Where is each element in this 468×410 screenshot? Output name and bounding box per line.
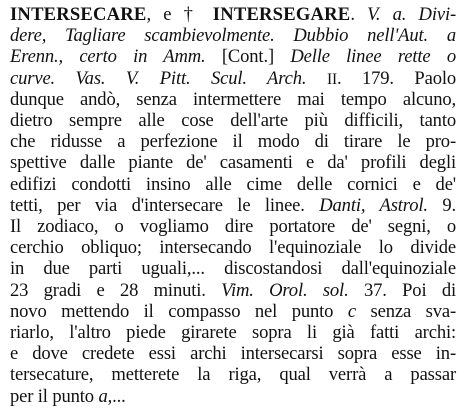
italic-text: Danti, Astrol. xyxy=(319,194,428,216)
text-line xyxy=(10,343,456,365)
text-line xyxy=(10,237,456,259)
text-line xyxy=(10,280,456,302)
text-segment: 9. xyxy=(427,194,456,216)
text-segment: in due parti uguali,... discostandosi dall'equinoziale xyxy=(10,258,456,280)
text-segment: ,... xyxy=(107,385,126,407)
italic-text: curve. Vas. V. Pitt. Scul. Arch. xyxy=(10,67,307,89)
text-line xyxy=(10,364,456,386)
text-segment: dunque andò, senza intermettere mai tempo alcuno, xyxy=(10,88,456,110)
text-segment: II xyxy=(326,70,337,88)
text-segment: . xyxy=(350,4,368,25)
text-segment: e dove credete essi archi intersecarsi sopra esse in- xyxy=(10,343,456,365)
text-segment: 37. Poi di xyxy=(348,279,456,301)
text-segment: [Cont.] xyxy=(205,46,291,68)
text-segment: edifizi condotti insino alle cime delle cornici e de' xyxy=(10,173,456,195)
text-line xyxy=(10,4,456,26)
text-line xyxy=(10,195,456,217)
text-line xyxy=(10,152,456,174)
text-segment: . 179. Paolo xyxy=(336,67,457,89)
text-line xyxy=(10,301,456,323)
text-line xyxy=(10,131,456,153)
text-line xyxy=(10,89,456,111)
italic-text: Vim. Orol. sol. xyxy=(221,279,349,301)
italic-text: dere, Tagliare scambievolmente. Dubbio nell'Aut. a xyxy=(10,25,456,47)
italic-text: c xyxy=(347,300,356,322)
headword: INTERSEGARE xyxy=(212,4,351,25)
text-line xyxy=(10,216,456,238)
text-line xyxy=(10,68,456,90)
text-segment: cerchio obliquo; intersecando l'equinoziale lo divide xyxy=(10,237,456,259)
text-segment: spettive dalle piante de' casamenti e da' profili degli xyxy=(10,152,456,174)
italic-text: Erenn., certo in Amm. xyxy=(10,46,206,68)
italic-text: V. a. Divi- xyxy=(367,4,456,25)
text-segment: che ridusse a perfezione il modo di tirare le pro- xyxy=(10,131,456,153)
text-segment: tersecature, metterete la riga, qual verrà a passar xyxy=(10,364,456,386)
text-line xyxy=(10,174,456,196)
text-segment: tetti, per via d'intersecare le linee. xyxy=(10,194,320,216)
text-segment: , e † xyxy=(146,4,213,25)
text-line xyxy=(10,322,456,344)
text-segment: Il zodiaco, o vogliamo dire portatore de' segni, o xyxy=(10,216,456,237)
italic-text: Delle linee rette o xyxy=(290,46,456,68)
text-segment: per il punto xyxy=(10,385,99,407)
text-line xyxy=(10,46,456,68)
text-segment: novo mettendo il compasso nel punto xyxy=(10,300,348,322)
text-line xyxy=(10,110,456,132)
text-segment: 23 gradi e 28 minuti. xyxy=(10,279,222,301)
text-segment: dietro sempre alle cose dell'arte più difficili, tanto xyxy=(10,110,456,131)
text-segment: senza sva- xyxy=(355,300,456,322)
italic-text: a xyxy=(98,385,108,407)
headword: INTERSECARE xyxy=(10,4,147,25)
text-line xyxy=(10,386,456,408)
text-segment xyxy=(306,68,327,89)
text-segment: riarlo, l'altro piede girarete sopra li già fatti archi: xyxy=(10,322,456,343)
text-line xyxy=(10,25,456,47)
text-line xyxy=(10,258,456,280)
